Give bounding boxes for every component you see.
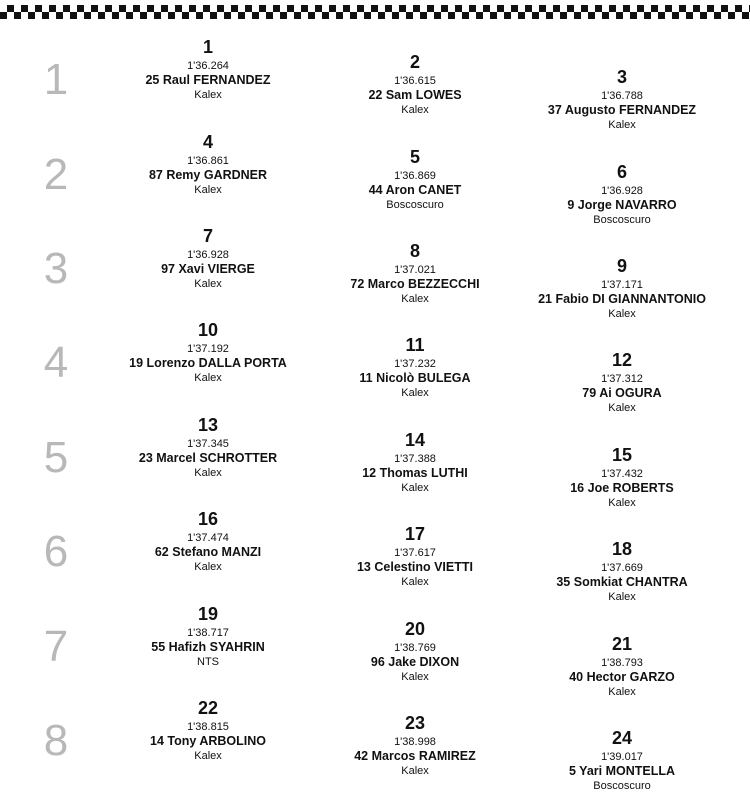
grid-slot <box>502 540 742 604</box>
grid-slot <box>502 635 742 699</box>
grid-slot <box>502 351 742 415</box>
team-name: Kalex <box>401 765 429 777</box>
grid-slot <box>502 163 742 227</box>
rider-name: 12 Thomas LUTHI <box>362 466 468 480</box>
grid-slot <box>502 446 742 510</box>
grid-slot <box>295 53 535 117</box>
rider-name: 5 Yari MONTELLA <box>568 764 676 778</box>
lap-time: 1'39.017 <box>601 751 643 763</box>
grid-position: 21 <box>611 634 633 654</box>
grid-position: 16 <box>197 509 219 529</box>
lap-time: 1'37.021 <box>394 264 436 276</box>
team-name: Kalex <box>194 184 222 196</box>
rider-name: 23 Marcel SCHROTTER <box>138 451 278 465</box>
rider-name: 37 Augusto FERNANDEZ <box>547 103 697 117</box>
grid-row-number: 6 <box>43 527 69 576</box>
grid-position: 7 <box>202 226 213 246</box>
grid-slot <box>295 242 535 306</box>
grid-position: 3 <box>616 67 627 87</box>
rider-name: 14 Tony ARBOLINO <box>150 734 266 748</box>
team-name: Kalex <box>401 387 429 399</box>
rider-name: 55 Hafizh SYAHRIN <box>151 640 265 654</box>
team-name: Boscoscuro <box>593 780 651 792</box>
grid-row-number: 1 <box>43 55 69 104</box>
grid-slot <box>295 148 535 212</box>
team-name: Kalex <box>401 482 429 494</box>
grid-row-number: 2 <box>43 150 69 199</box>
lap-time: 1'37.312 <box>601 373 643 385</box>
rider-name: 44 Aron CANET <box>368 183 462 197</box>
grid-slot <box>88 699 328 763</box>
lap-time: 1'37.171 <box>601 279 643 291</box>
grid-position: 18 <box>611 539 633 559</box>
rider-name: 19 Lorenzo DALLA PORTA <box>129 356 287 370</box>
grid-slot <box>88 321 328 385</box>
grid-position: 5 <box>409 147 420 167</box>
grid-row-number: 8 <box>43 716 69 765</box>
rider-name: 40 Hector GARZO <box>569 670 675 684</box>
grid-slot <box>88 133 328 197</box>
lap-time: 1'36.928 <box>601 185 643 197</box>
grid-position: 13 <box>197 415 219 435</box>
lap-time: 1'37.474 <box>187 532 229 544</box>
lap-time: 1'37.232 <box>394 358 436 370</box>
grid-position: 6 <box>616 162 627 182</box>
lap-time: 1'38.717 <box>187 627 229 639</box>
grid-position: 15 <box>611 445 633 465</box>
rider-name: 13 Celestino VIETTI <box>356 560 473 574</box>
rider-name: 96 Jake DIXON <box>370 655 460 669</box>
grid-position: 8 <box>409 241 420 261</box>
rider-name: 11 Nicolò BULEGA <box>359 371 471 385</box>
grid-position: 14 <box>404 430 426 450</box>
team-name: Kalex <box>194 561 222 573</box>
team-name: Kalex <box>608 591 636 603</box>
lap-time: 1'36.615 <box>394 75 436 87</box>
lap-time: 1'36.264 <box>187 60 229 72</box>
team-name: Kalex <box>401 293 429 305</box>
lap-time: 1'37.345 <box>187 438 229 450</box>
grid-position: 19 <box>197 604 219 624</box>
grid-slot <box>88 38 328 102</box>
team-name: Kalex <box>194 467 222 479</box>
grid-slot <box>295 714 535 778</box>
rider-name: 21 Fabio DI GIANNANTONIO <box>538 292 706 306</box>
rider-name: 22 Sam LOWES <box>368 88 462 102</box>
lap-time: 1'37.192 <box>187 343 229 355</box>
grid-position: 24 <box>611 728 633 748</box>
grid-position: 22 <box>197 698 219 718</box>
team-name: Kalex <box>608 402 636 414</box>
lap-time: 1'37.669 <box>601 562 643 574</box>
lap-time: 1'38.998 <box>394 736 436 748</box>
grid-position: 10 <box>197 320 219 340</box>
grid-position: 17 <box>404 524 426 544</box>
rider-name: 79 Ai OGURA <box>582 386 662 400</box>
team-name: Kalex <box>608 686 636 698</box>
lap-time: 1'37.432 <box>601 468 643 480</box>
team-name: Kalex <box>194 89 222 101</box>
lap-time: 1'38.815 <box>187 721 229 733</box>
grid-slot <box>502 257 742 321</box>
lap-time: 1'36.861 <box>187 155 229 167</box>
rider-name: 25 Raul FERNANDEZ <box>145 73 271 87</box>
rider-name: 62 Stefano MANZI <box>154 545 262 559</box>
team-name: Kalex <box>194 750 222 762</box>
grid-position: 9 <box>616 256 627 276</box>
grid-row-number: 7 <box>43 622 69 671</box>
team-name: Kalex <box>401 671 429 683</box>
rider-name: 97 Xavi VIERGE <box>161 262 255 276</box>
grid-slot <box>295 525 535 589</box>
rider-name: 42 Marcos RAMIREZ <box>354 749 476 763</box>
team-name: Kalex <box>401 576 429 588</box>
grid-position: 20 <box>404 619 426 639</box>
lap-time: 1'36.869 <box>394 170 436 182</box>
grid-row-number: 4 <box>43 338 69 387</box>
lap-time: 1'37.617 <box>394 547 436 559</box>
grid-slot <box>88 227 328 291</box>
grid-slot <box>295 620 535 684</box>
grid-slot <box>295 336 535 400</box>
team-name: Boscoscuro <box>593 214 651 226</box>
grid-slot <box>502 729 742 793</box>
team-name: Kalex <box>608 119 636 131</box>
team-name: NTS <box>197 656 219 668</box>
lap-time: 1'36.928 <box>187 249 229 261</box>
rider-name: 72 Marco BEZZECCHI <box>350 277 480 291</box>
team-name: Kalex <box>401 104 429 116</box>
rider-name: 35 Somkiat CHANTRA <box>556 575 688 589</box>
grid-slot <box>88 416 328 480</box>
lap-time: 1'37.388 <box>394 453 436 465</box>
lap-time: 1'38.793 <box>601 657 643 669</box>
team-name: Kalex <box>194 372 222 384</box>
grid-slot <box>295 431 535 495</box>
grid-slot <box>502 68 742 132</box>
lap-time: 1'38.769 <box>394 642 436 654</box>
grid-position: 23 <box>404 713 426 733</box>
lap-time: 1'36.788 <box>601 90 643 102</box>
grid-row-number: 3 <box>43 244 69 293</box>
team-name: Kalex <box>608 308 636 320</box>
grid-position: 2 <box>409 52 420 72</box>
team-name: Boscoscuro <box>386 199 444 211</box>
grid-slot <box>88 605 328 669</box>
grid-position: 12 <box>611 350 633 370</box>
rider-name: 16 Joe ROBERTS <box>570 481 674 495</box>
grid-slot <box>88 510 328 574</box>
grid-position: 11 <box>405 335 425 355</box>
grid-row-number: 5 <box>43 433 69 482</box>
grid-position: 1 <box>202 37 213 57</box>
rider-name: 87 Remy GARDNER <box>148 168 268 182</box>
rider-name: 9 Jorge NAVARRO <box>567 198 677 212</box>
grid-position: 4 <box>202 132 213 152</box>
team-name: Kalex <box>194 278 222 290</box>
team-name: Kalex <box>608 497 636 509</box>
